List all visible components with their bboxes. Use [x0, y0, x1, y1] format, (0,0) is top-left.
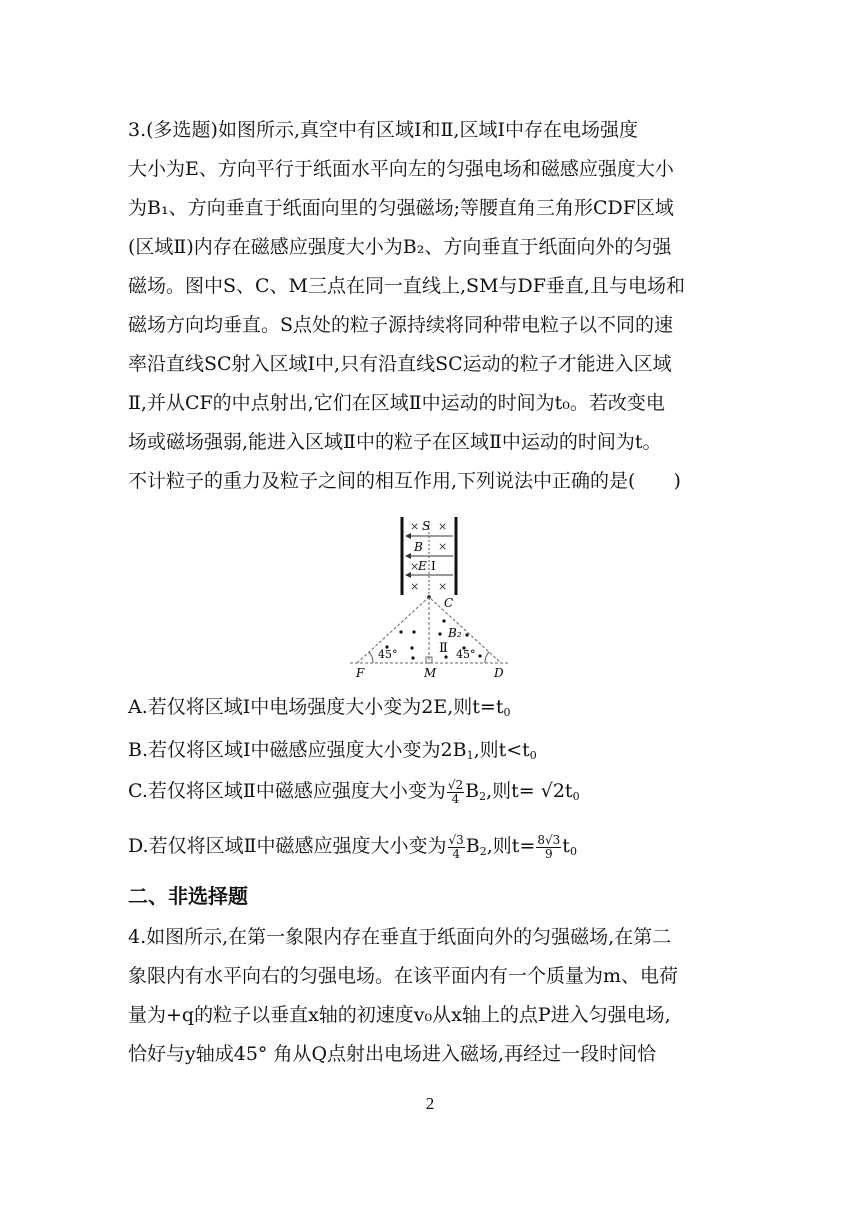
- fraction-denominator: 4: [451, 791, 460, 806]
- angle-arc-right: [485, 652, 489, 663]
- label-m: M: [424, 666, 437, 680]
- label-d: D: [494, 666, 504, 680]
- q3-line: 磁场方向均垂直。S点处的粒子源持续将同种带电粒子以不同的速: [128, 314, 674, 336]
- q3-line: 为B₁、方向垂直于纸面向里的匀强磁场;等腰直角三角形CDF区域: [128, 197, 674, 219]
- option-c-t: t: [564, 780, 573, 802]
- angle-label-right: 45°: [456, 648, 476, 661]
- section-heading: 二、非选择题: [128, 884, 248, 908]
- cross-mark: ×: [410, 560, 420, 573]
- option-c-sub: 0: [572, 790, 580, 803]
- q3-line: Ⅱ,并从CF的中点射出,它们在区域Ⅱ中运动的时间为t₀。若改变电: [128, 392, 665, 414]
- option-c-b: B: [465, 780, 480, 802]
- q4-line: 恰好与y轴成45° 角从Q点射出电场进入磁场,再经过一段时间恰: [128, 1043, 657, 1065]
- cross-mark: ×: [438, 520, 448, 533]
- option-c-mid: ,则t=: [486, 780, 541, 802]
- cross-mark: ×: [410, 520, 420, 533]
- q3-line: 磁场。图中S、C、M三点在同一直线上,SM与DF垂直,且与电场和: [128, 275, 685, 297]
- q3-line: 率沿直线SC射入区域Ⅰ中,只有沿直线SC运动的粒子才能进入区域: [128, 353, 672, 375]
- label-e: E: [418, 559, 427, 573]
- option-d-mid: ,则t=: [486, 835, 536, 857]
- arrow-left-icon: [405, 553, 411, 559]
- label-f: F: [356, 666, 365, 680]
- option-a-sub: 0: [503, 706, 511, 719]
- q4-line: 4.如图所示,在第一象限内存在垂直于纸面向外的匀强磁场,在第二: [128, 926, 672, 948]
- option-d: [128, 831, 577, 861]
- option-b: [128, 735, 537, 762]
- fraction: [447, 779, 464, 806]
- q3-line: 大小为E、方向平行于纸面水平向左的匀强电场和磁感应强度大小: [128, 158, 674, 180]
- fraction-denominator: 4: [452, 846, 460, 861]
- q4-line: 量为+q的粒子以垂直x轴的初速度v₀从x轴上的点P进入匀强电场,: [128, 1004, 671, 1026]
- angle-arc-left: [369, 652, 373, 663]
- fraction: [536, 834, 561, 861]
- page-number: 2: [425, 1094, 435, 1113]
- q4-line: 象限内有水平向右的匀强电场。在该平面内有一个质量为m、电荷: [128, 965, 679, 987]
- label-b: B: [414, 540, 423, 554]
- option-d-t: t: [562, 835, 570, 857]
- label-c: C: [444, 596, 454, 610]
- cross-mark: ×: [438, 540, 448, 553]
- q3-line: (区域Ⅱ)内存在磁感应强度大小为B₂、方向垂直于纸面向外的匀强: [128, 236, 672, 258]
- option-d-sub: 2: [479, 845, 487, 858]
- option-d-sub: 0: [569, 845, 577, 858]
- fraction-numerator: √2: [447, 777, 464, 792]
- option-c-text: C.若仅将区域Ⅱ中磁感应强度大小变为: [128, 780, 446, 802]
- label-region-ii: Ⅱ: [439, 641, 448, 656]
- label-b2: B₂: [448, 626, 462, 640]
- option-b-sub: 1: [466, 749, 474, 762]
- q3-line: 3.(多选题)如图所示,真空中有区域Ⅰ和Ⅱ,区域Ⅰ中存在电场强度: [128, 119, 638, 141]
- option-b-sub: 0: [529, 749, 537, 762]
- option-d-b: B: [465, 835, 480, 857]
- cross-mark: ×: [438, 580, 448, 593]
- angle-label-left: 45°: [378, 648, 398, 661]
- option-a: [128, 692, 510, 719]
- option-a-text: A.若仅将区域Ⅰ中电场强度大小变为2E,则t=t: [128, 696, 504, 718]
- q3-line: 场或磁场强弱,能进入区域Ⅱ中的粒子在区域Ⅱ中运动的时间为t。: [128, 431, 662, 453]
- option-b-text: B.若仅将区域Ⅰ中磁感应强度大小变为2B: [128, 739, 467, 761]
- fraction-denominator: 9: [545, 846, 553, 861]
- option-d-text: D.若仅将区域Ⅱ中磁感应强度大小变为: [128, 835, 447, 857]
- fraction-numerator: √3: [448, 832, 464, 847]
- option-c-sub: 2: [479, 790, 487, 803]
- arrow-left-icon: [405, 533, 411, 539]
- label-s: S: [422, 519, 431, 533]
- label-region-i: Ⅰ: [431, 559, 436, 573]
- cross-mark: ×: [410, 580, 420, 593]
- fraction: [448, 834, 465, 861]
- option-c: [128, 776, 580, 806]
- fraction-numerator: 8√3: [537, 832, 561, 847]
- q3-line: 不计粒子的重力及粒子之间的相互作用,下列说法中正确的是( ): [128, 470, 681, 492]
- option-b-mid: ,则t<t: [473, 739, 530, 761]
- question-4-text: [128, 918, 738, 1074]
- sqrt-expression: √2: [540, 780, 565, 802]
